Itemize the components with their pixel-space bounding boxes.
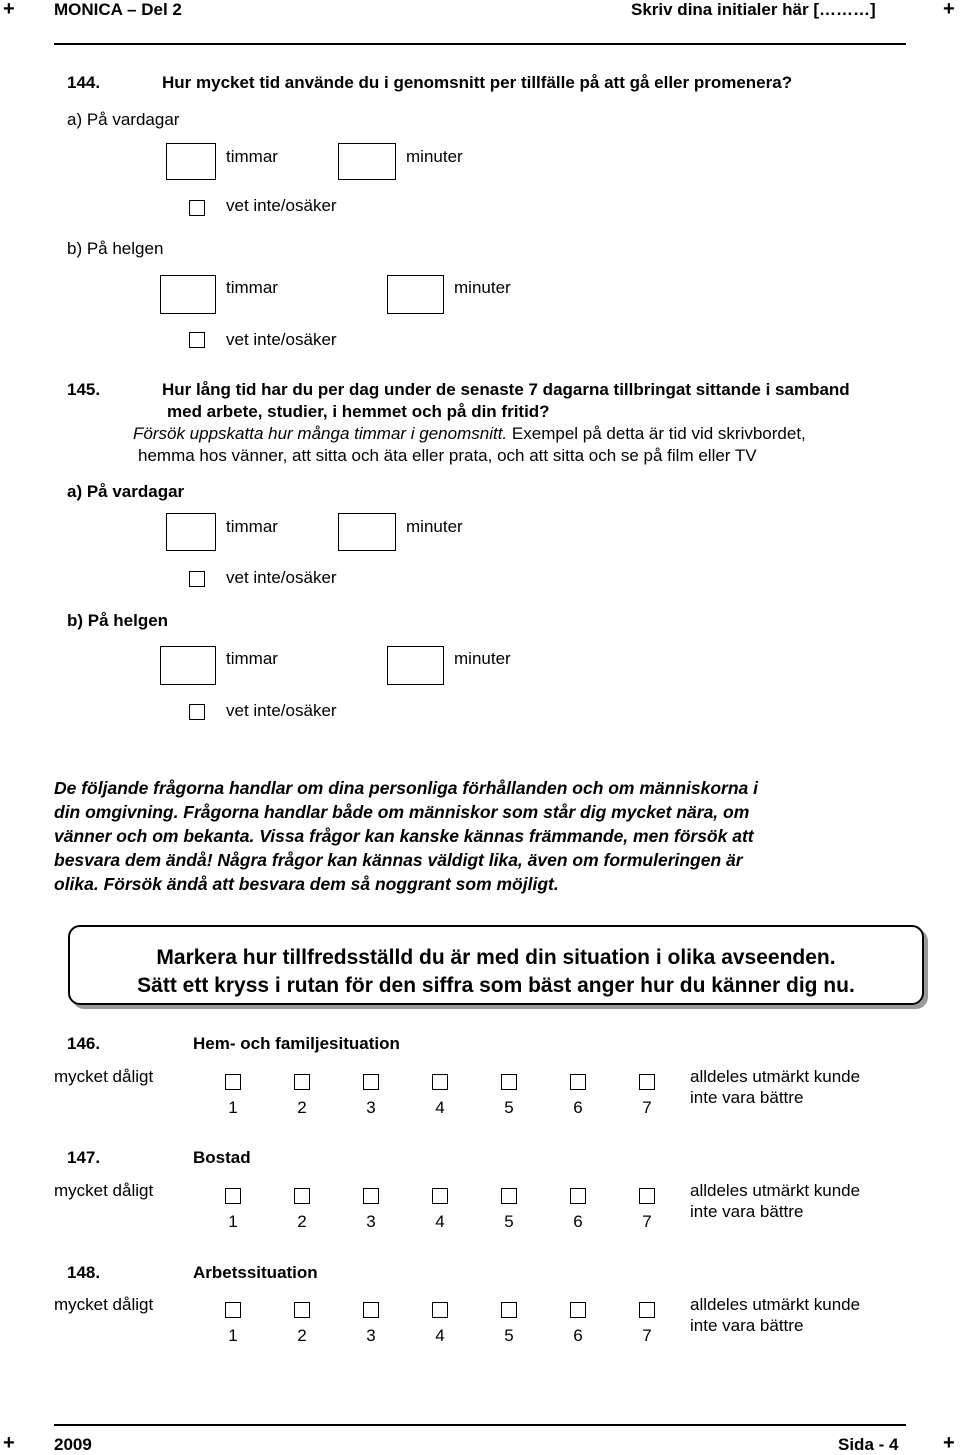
rating-checkbox-1[interactable]: [225, 1188, 241, 1204]
question-number: 145.: [67, 380, 101, 399]
question-title: Arbetssituation: [193, 1263, 318, 1282]
unsure-checkbox[interactable]: [189, 200, 205, 216]
scale-high-label: alldeles utmärkt kunde: [690, 1181, 861, 1200]
hours-label: timmar: [226, 278, 278, 297]
rating-checkbox-4[interactable]: [432, 1302, 448, 1318]
rating-checkbox-7[interactable]: [639, 1302, 655, 1318]
weekday-label: a) På vardagar: [67, 110, 180, 129]
scale-low-label: mycket dåligt: [54, 1067, 154, 1086]
banner-line: Sätt ett kryss i rutan för den siffra som bäst anger hur du känner dig nu.: [137, 974, 855, 997]
rating-checkbox-2[interactable]: [294, 1302, 310, 1318]
hours-input[interactable]: [160, 646, 216, 685]
hint-text: Exempel på detta är tid vid skrivbordet,: [511, 424, 806, 443]
rating-number: 1: [228, 1098, 238, 1117]
rating-number: 4: [435, 1326, 445, 1345]
page-number: Sida - 4: [838, 1435, 899, 1454]
rating-number: 3: [366, 1098, 376, 1117]
rating-checkbox-6[interactable]: [570, 1074, 586, 1090]
rating-number: 7: [642, 1098, 652, 1117]
rating-number: 5: [504, 1326, 514, 1345]
rating-number: 2: [297, 1326, 307, 1345]
rating-checkbox-6[interactable]: [570, 1188, 586, 1204]
instruction-banner: [68, 925, 924, 1005]
rating-checkbox-4[interactable]: [432, 1188, 448, 1204]
question-number: 144.: [67, 73, 101, 92]
scale-high-label: alldeles utmärkt kunde: [690, 1067, 861, 1086]
unsure-label: vet inte/osäker: [226, 701, 337, 720]
hours-input[interactable]: [160, 275, 216, 314]
rating-number: 2: [297, 1212, 307, 1231]
intro-line: olika. Försök ändå att besvara dem så noggrant som möjligt.: [54, 874, 559, 894]
intro-line: besvara dem ändå! Några frågor kan kännas väldigt lika, även om formuleringen är: [54, 850, 743, 870]
rating-number: 4: [435, 1098, 445, 1117]
rating-checkbox-6[interactable]: [570, 1302, 586, 1318]
rating-number: 1: [228, 1326, 238, 1345]
rating-checkbox-4[interactable]: [432, 1074, 448, 1090]
scale-high-label: inte vara bättre: [690, 1316, 804, 1335]
scale-low-label: mycket dåligt: [54, 1181, 154, 1200]
scale-high-label: inte vara bättre: [690, 1088, 804, 1107]
rating-checkbox-3[interactable]: [363, 1302, 379, 1318]
rating-checkbox-1[interactable]: [225, 1302, 241, 1318]
rating-number: 7: [642, 1212, 652, 1231]
intro-line: din omgivning. Frågorna handlar både om människor som står dig mycket nära, om: [54, 802, 750, 822]
rating-checkbox-2[interactable]: [294, 1074, 310, 1090]
minutes-input[interactable]: [387, 646, 444, 685]
scale-low-label: mycket dåligt: [54, 1295, 154, 1314]
question-title: Hem- och familjesituation: [193, 1034, 400, 1053]
question-number: 148.: [67, 1263, 101, 1282]
minutes-label: minuter: [454, 649, 511, 668]
rating-checkbox-5[interactable]: [501, 1074, 517, 1090]
rating-checkbox-3[interactable]: [363, 1188, 379, 1204]
minutes-label: minuter: [406, 517, 463, 536]
rating-checkbox-3[interactable]: [363, 1074, 379, 1090]
question-title: Bostad: [193, 1148, 251, 1167]
rating-number: 6: [573, 1098, 583, 1117]
document-title: MONICA – Del 2: [54, 0, 182, 19]
registration-mark: +: [3, 0, 15, 20]
minutes-label: minuter: [406, 147, 463, 166]
rating-number: 5: [504, 1212, 514, 1231]
rating-number: 4: [435, 1212, 445, 1231]
registration-mark: +: [3, 1432, 15, 1454]
scale-high-label: inte vara bättre: [690, 1202, 804, 1221]
minutes-input[interactable]: [387, 275, 444, 314]
intro-paragraph: [54, 776, 904, 896]
unsure-checkbox[interactable]: [189, 332, 205, 348]
rating-number: 3: [366, 1326, 376, 1345]
question-hint: [133, 424, 806, 444]
footer-year: 2009: [54, 1435, 92, 1454]
unsure-label: vet inte/osäker: [226, 196, 337, 215]
intro-line: De följande frågorna handlar om dina personliga förhållanden och om människorna i: [54, 778, 758, 798]
rating-number: 2: [297, 1098, 307, 1117]
weekend-label: b) På helgen: [67, 611, 169, 630]
hours-input[interactable]: [166, 513, 216, 551]
scale-high-label: alldeles utmärkt kunde: [690, 1295, 861, 1314]
unsure-label: vet inte/osäker: [226, 568, 337, 587]
minutes-input[interactable]: [338, 143, 396, 180]
rating-number: 7: [642, 1326, 652, 1345]
hours-label: timmar: [226, 517, 278, 536]
rating-checkbox-5[interactable]: [501, 1188, 517, 1204]
minutes-input[interactable]: [338, 513, 396, 551]
banner-line: Markera hur tillfredsställd du är med din situation i olika avseenden.: [156, 946, 836, 969]
registration-mark: +: [943, 1432, 955, 1454]
hint-italic: Försök uppskatta hur många timmar i genomsnitt.: [133, 424, 508, 443]
footer-rule: [54, 1424, 906, 1426]
rating-checkbox-7[interactable]: [639, 1188, 655, 1204]
question-text: med arbete, studier, i hemmet och på din fritid?: [167, 402, 550, 421]
rating-checkbox-2[interactable]: [294, 1188, 310, 1204]
question-text: Hur lång tid har du per dag under de senaste 7 dagarna tillbringat sittande i samband: [162, 380, 850, 399]
rating-number: 1: [228, 1212, 238, 1231]
registration-mark: +: [943, 0, 955, 20]
weekend-label: b) På helgen: [67, 239, 164, 258]
rating-checkbox-5[interactable]: [501, 1302, 517, 1318]
hours-label: timmar: [226, 147, 278, 166]
rating-checkbox-1[interactable]: [225, 1074, 241, 1090]
hours-label: timmar: [226, 649, 278, 668]
rating-number: 6: [573, 1326, 583, 1345]
weekday-label: a) På vardagar: [67, 482, 185, 501]
question-hint: hemma hos vänner, att sitta och äta eller prata, och att sitta och se på film eller TV: [138, 446, 757, 465]
rating-checkbox-7[interactable]: [639, 1074, 655, 1090]
rating-number: 6: [573, 1212, 583, 1231]
unsure-checkbox[interactable]: [189, 704, 205, 720]
minutes-label: minuter: [454, 278, 511, 297]
hours-input[interactable]: [166, 143, 216, 180]
unsure-label: vet inte/osäker: [226, 330, 337, 349]
question-number: 147.: [67, 1148, 101, 1167]
intro-line: vänner och om bekanta. Vissa frågor kan kanske kännas främmande, men försök att: [54, 826, 754, 846]
initials-field[interactable]: Skriv dina initialer här [………]: [631, 0, 876, 19]
question-number: 146.: [67, 1034, 101, 1053]
rating-number: 3: [366, 1212, 376, 1231]
question-text: Hur mycket tid använde du i genomsnitt per tillfälle på att gå eller promenera?: [162, 73, 793, 92]
header-rule: [54, 43, 906, 45]
rating-number: 5: [504, 1098, 514, 1117]
unsure-checkbox[interactable]: [189, 571, 205, 587]
